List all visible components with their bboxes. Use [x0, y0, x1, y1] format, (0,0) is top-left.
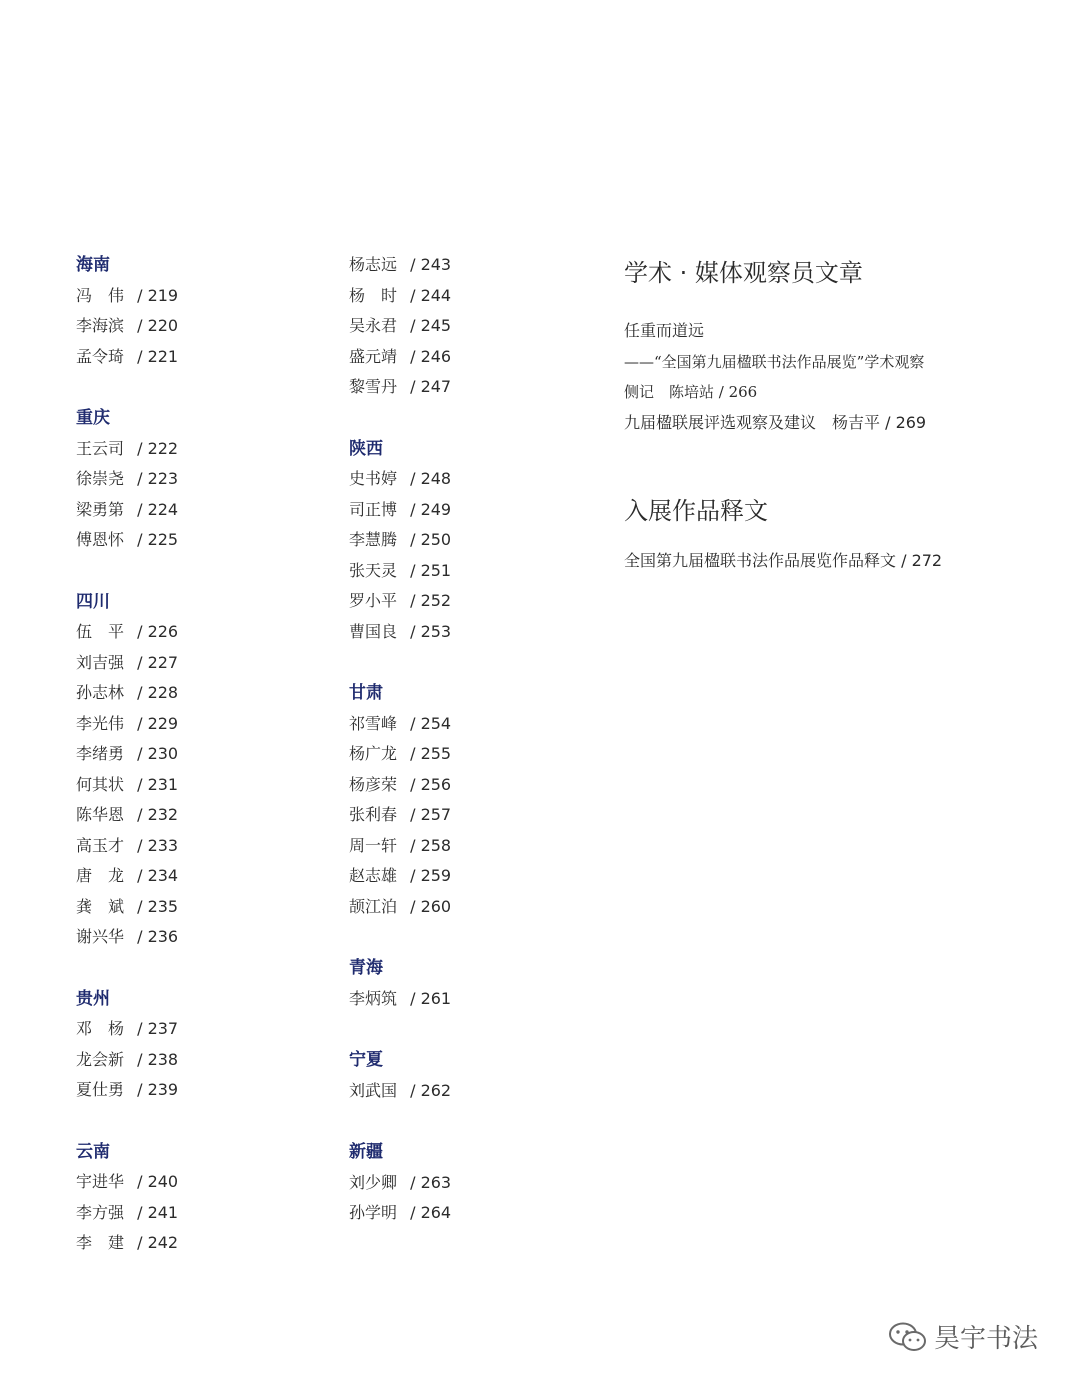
region-section: [76, 1137, 316, 1259]
toc-entry[interactable]: [349, 739, 589, 770]
toc-entry[interactable]: [349, 861, 589, 892]
toc-entry[interactable]: [76, 525, 316, 556]
entry-name: 周一轩: [349, 835, 398, 855]
entry-page: 236: [147, 927, 179, 946]
entry-name: 李绪勇: [76, 744, 125, 763]
toc-entry[interactable]: [349, 372, 589, 403]
academic-section-title: 学术 · 媒体观察员文章: [624, 259, 863, 287]
region-section: [349, 1045, 589, 1106]
entry-name: 李海滨: [76, 316, 125, 335]
region-section: [76, 250, 316, 372]
entry-separator: /: [405, 866, 421, 885]
entry-name: 赵志雄: [349, 866, 398, 885]
entry-name: 谢兴华: [76, 927, 125, 946]
entry-separator: /: [405, 621, 421, 641]
entry-page: 233: [147, 835, 179, 855]
entry-page: 222: [147, 438, 179, 458]
toc-entry[interactable]: [76, 922, 316, 953]
region-section: [349, 1137, 589, 1229]
region-section: [349, 250, 589, 403]
entry-separator: /: [405, 560, 421, 580]
toc-entry[interactable]: [76, 617, 316, 648]
entry-separator: /: [405, 346, 421, 366]
section-gap: [349, 403, 589, 434]
entry-name: 李慧腾: [349, 530, 398, 549]
toc-entry[interactable]: [76, 678, 316, 709]
entry-page: 246: [420, 346, 452, 366]
entry-name: 张利春: [349, 805, 398, 824]
toc-entry[interactable]: [76, 495, 316, 526]
entry-name: 伍 平: [76, 622, 125, 641]
entry-separator: /: [132, 805, 148, 824]
region-section: [76, 984, 316, 1106]
section-gap: [76, 556, 316, 587]
entry-name: 刘吉强: [76, 652, 125, 672]
region-heading: 海南: [76, 255, 110, 275]
toc-entry[interactable]: [349, 1076, 589, 1107]
entry-page: 261: [420, 988, 452, 1008]
entry-page: 262: [420, 1080, 452, 1100]
entry-page: 259: [420, 866, 452, 885]
toc-column-3: [624, 250, 1064, 577]
entry-name: 唐 龙: [76, 866, 125, 885]
entry-separator: /: [405, 316, 421, 335]
entry-page: 235: [147, 896, 179, 916]
toc-entry[interactable]: [349, 556, 589, 587]
toc-entry[interactable]: [349, 250, 589, 281]
region-section: [349, 678, 589, 922]
entry-separator: /: [132, 774, 148, 794]
entry-name: 夏仕勇: [76, 1080, 125, 1099]
toc-entry[interactable]: [76, 831, 316, 862]
entry-page: 257: [420, 805, 452, 824]
entry-name: 龚 斌: [76, 896, 125, 916]
entry-page: 253: [420, 621, 452, 641]
toc-entry[interactable]: [349, 311, 589, 342]
entry-separator: /: [405, 713, 421, 733]
entry-name: 杨彦荣: [349, 774, 398, 794]
article-author-line[interactable]: 侧记 陈培站 / 266: [624, 383, 758, 401]
entry-separator: /: [132, 744, 148, 763]
entry-name: 王云司: [76, 438, 125, 458]
entry-separator: /: [132, 713, 148, 733]
entry-separator: /: [132, 1080, 148, 1099]
region-section: [76, 403, 316, 556]
toc-entry[interactable]: [76, 1228, 316, 1259]
entry-name: 史书婷: [349, 469, 398, 488]
toc-entry[interactable]: [76, 464, 316, 495]
works-line[interactable]: 全国第九届楹联书法作品展览作品释文 / 272: [624, 551, 943, 570]
entry-separator: /: [132, 469, 148, 488]
toc-entry[interactable]: [76, 1198, 316, 1229]
entry-separator: /: [132, 316, 148, 335]
entry-separator: /: [132, 1202, 148, 1222]
entry-separator: /: [405, 499, 421, 519]
entry-name: 陈华恩: [76, 805, 125, 824]
entry-separator: /: [132, 285, 148, 305]
entry-separator: /: [132, 499, 148, 519]
entry-name: 龙会新: [76, 1049, 125, 1069]
entry-name: 梁勇第: [76, 499, 125, 519]
entry-name: 盛元靖: [349, 346, 398, 366]
entry-separator: /: [405, 774, 421, 794]
toc-column-2: [349, 250, 589, 1229]
entry-page: 232: [147, 805, 179, 824]
entry-name: 李方强: [76, 1202, 125, 1222]
section-gap: [76, 953, 316, 984]
watermark-text: 昊宇书法: [934, 1324, 1039, 1354]
article-line[interactable]: 九届楹联展评选观察及建议 杨吉平 / 269: [624, 412, 927, 432]
entry-page: 241: [147, 1202, 179, 1222]
entry-page: 223: [147, 469, 179, 488]
entry-name: 祁雪峰: [349, 713, 398, 733]
entry-name: 杨志远: [349, 255, 398, 274]
entry-name: 孙学明: [349, 1203, 398, 1222]
entry-page: 251: [420, 560, 452, 580]
entry-separator: /: [132, 1172, 148, 1191]
entry-name: 罗小平: [349, 591, 398, 610]
entry-name: 曹国良: [349, 621, 398, 641]
entry-separator: /: [132, 652, 148, 672]
entry-separator: /: [405, 591, 421, 610]
toc-entry[interactable]: [76, 892, 316, 923]
toc-entry[interactable]: [76, 800, 316, 831]
section-gap: [349, 922, 589, 953]
entry-page: 252: [420, 591, 452, 610]
toc-entry[interactable]: [349, 281, 589, 312]
entry-separator: /: [132, 346, 148, 366]
entry-separator: /: [132, 1049, 148, 1069]
entry-separator: /: [405, 1172, 421, 1192]
entry-name: 黎雪丹: [349, 377, 398, 396]
entry-page: 229: [147, 713, 179, 733]
toc-entry[interactable]: [349, 984, 589, 1015]
toc-entry[interactable]: [76, 1014, 316, 1045]
toc-entry[interactable]: [76, 709, 316, 740]
entry-page: 237: [147, 1019, 179, 1038]
toc-entry[interactable]: [349, 617, 589, 648]
entry-separator: /: [405, 530, 421, 549]
region-heading: 云南: [76, 1141, 110, 1162]
entry-name: 高玉才: [76, 835, 125, 855]
entry-separator: /: [405, 469, 421, 488]
toc-entry[interactable]: [349, 342, 589, 373]
entry-page: 228: [147, 683, 179, 702]
entry-separator: /: [132, 1019, 148, 1038]
works-section-title: 入展作品释文: [624, 497, 768, 525]
entry-name: 李炳筑: [349, 988, 398, 1008]
entry-separator: /: [132, 1233, 148, 1252]
region-heading: 四川: [76, 591, 110, 612]
toc-entry[interactable]: [349, 1168, 589, 1199]
toc-entry[interactable]: [76, 1075, 316, 1106]
entry-page: 245: [420, 316, 452, 335]
entry-separator: /: [405, 744, 421, 763]
entry-page: 221: [147, 346, 179, 366]
entry-page: 264: [420, 1203, 452, 1222]
entry-page: 238: [147, 1049, 179, 1069]
entry-name: 刘少卿: [349, 1172, 398, 1192]
region-heading: 贵州: [76, 988, 110, 1009]
entry-page: 227: [147, 652, 179, 672]
entry-page: 219: [147, 285, 179, 305]
entry-page: 260: [420, 896, 452, 916]
entry-name: 徐崇尧: [76, 469, 125, 488]
section-gap: [76, 1106, 316, 1137]
region-heading: 青海: [349, 958, 383, 978]
entry-name: 冯 伟: [76, 285, 125, 305]
toc-entry[interactable]: [349, 709, 589, 740]
entry-name: 孙志林: [76, 683, 125, 702]
toc-entry[interactable]: [349, 525, 589, 556]
toc-entry[interactable]: [76, 739, 316, 770]
entry-name: 刘武国: [349, 1080, 398, 1100]
section-gap: [349, 647, 589, 678]
entry-name: 吴永君: [349, 316, 398, 335]
entry-page: 258: [420, 835, 452, 855]
toc-entry[interactable]: [76, 281, 316, 312]
section-gap: [76, 372, 316, 403]
toc-entry[interactable]: [76, 1167, 316, 1198]
entry-name: 傅恩怀: [76, 530, 125, 549]
entry-separator: /: [405, 377, 421, 396]
toc-entry[interactable]: [76, 434, 316, 465]
entry-page: 254: [420, 713, 452, 733]
entry-page: 231: [147, 774, 179, 794]
entry-name: 杨 时: [349, 285, 398, 305]
entry-name: 李光伟: [76, 713, 125, 733]
entry-name: 李 建: [76, 1233, 125, 1252]
entry-separator: /: [132, 896, 148, 916]
toc-column-1: [76, 250, 316, 1259]
entry-page: 226: [147, 622, 179, 641]
entry-separator: /: [132, 866, 148, 885]
toc-entry[interactable]: [349, 831, 589, 862]
watermark: [888, 1318, 1038, 1355]
entry-separator: /: [132, 438, 148, 458]
entry-separator: /: [405, 1080, 421, 1100]
region-section: [349, 953, 589, 1014]
entry-page: 239: [147, 1080, 179, 1099]
article-title[interactable]: 任重而道远: [624, 321, 705, 340]
entry-name: 孟令琦: [76, 346, 125, 366]
entry-separator: /: [405, 1203, 421, 1222]
toc-entry[interactable]: [349, 586, 589, 617]
entry-page: 234: [147, 866, 179, 885]
entry-name: 邓 杨: [76, 1019, 125, 1038]
entry-separator: /: [132, 683, 148, 702]
entry-page: 242: [147, 1233, 179, 1252]
entry-separator: /: [405, 805, 421, 824]
entry-name: 宇进华: [76, 1172, 125, 1191]
region-heading: 新疆: [349, 1142, 383, 1162]
region-heading: 宁夏: [349, 1050, 383, 1070]
wechat-icon: [888, 1321, 928, 1353]
entry-page: 249: [420, 499, 452, 519]
toc-entry[interactable]: [76, 861, 316, 892]
region-heading: 陕西: [349, 438, 383, 459]
region-heading: 重庆: [76, 408, 110, 428]
entry-name: 何其状: [76, 774, 125, 794]
entry-name: 司正博: [349, 499, 398, 519]
toc-entry[interactable]: [76, 648, 316, 679]
entry-page: 230: [147, 744, 179, 763]
entry-page: 263: [420, 1172, 452, 1192]
entry-separator: /: [132, 927, 148, 946]
entry-name: 杨广龙: [349, 744, 398, 763]
entry-page: 225: [147, 530, 179, 549]
entry-name: 张天灵: [349, 560, 398, 580]
toc-entry[interactable]: [349, 892, 589, 923]
entry-page: 250: [420, 530, 452, 549]
entry-separator: /: [405, 285, 421, 305]
toc-entry[interactable]: [349, 1198, 589, 1229]
section-gap: [349, 1014, 589, 1045]
entry-page: 243: [420, 255, 452, 274]
section-gap: [349, 1106, 589, 1137]
entry-page: 255: [420, 744, 452, 763]
entry-page: 248: [420, 469, 452, 488]
entry-separator: /: [132, 530, 148, 549]
toc-entry[interactable]: [76, 342, 316, 373]
entry-page: 247: [420, 377, 452, 396]
entry-page: 224: [147, 499, 179, 519]
entry-page: 244: [420, 285, 452, 305]
toc-entry[interactable]: [76, 311, 316, 342]
entry-separator: /: [405, 255, 421, 274]
toc-entry[interactable]: [76, 770, 316, 801]
region-section: [76, 587, 316, 953]
entry-separator: /: [132, 835, 148, 855]
entry-separator: /: [132, 622, 148, 641]
region-heading: 甘肃: [349, 683, 383, 703]
entry-page: 256: [420, 774, 452, 794]
toc-entry[interactable]: [349, 464, 589, 495]
article-subtitle: ——“全国第九届楹联书法作品展览”学术观察: [624, 352, 925, 371]
entry-separator: /: [405, 835, 421, 855]
entry-page: 240: [147, 1172, 179, 1191]
toc-entry[interactable]: [349, 800, 589, 831]
toc-entry[interactable]: [349, 495, 589, 526]
entry-separator: /: [405, 896, 421, 916]
toc-entry[interactable]: [76, 1045, 316, 1076]
toc-entry[interactable]: [349, 770, 589, 801]
region-section: [349, 434, 589, 648]
entry-name: 颉江泊: [349, 896, 398, 916]
entry-separator: /: [405, 988, 421, 1008]
entry-page: 220: [147, 316, 179, 335]
